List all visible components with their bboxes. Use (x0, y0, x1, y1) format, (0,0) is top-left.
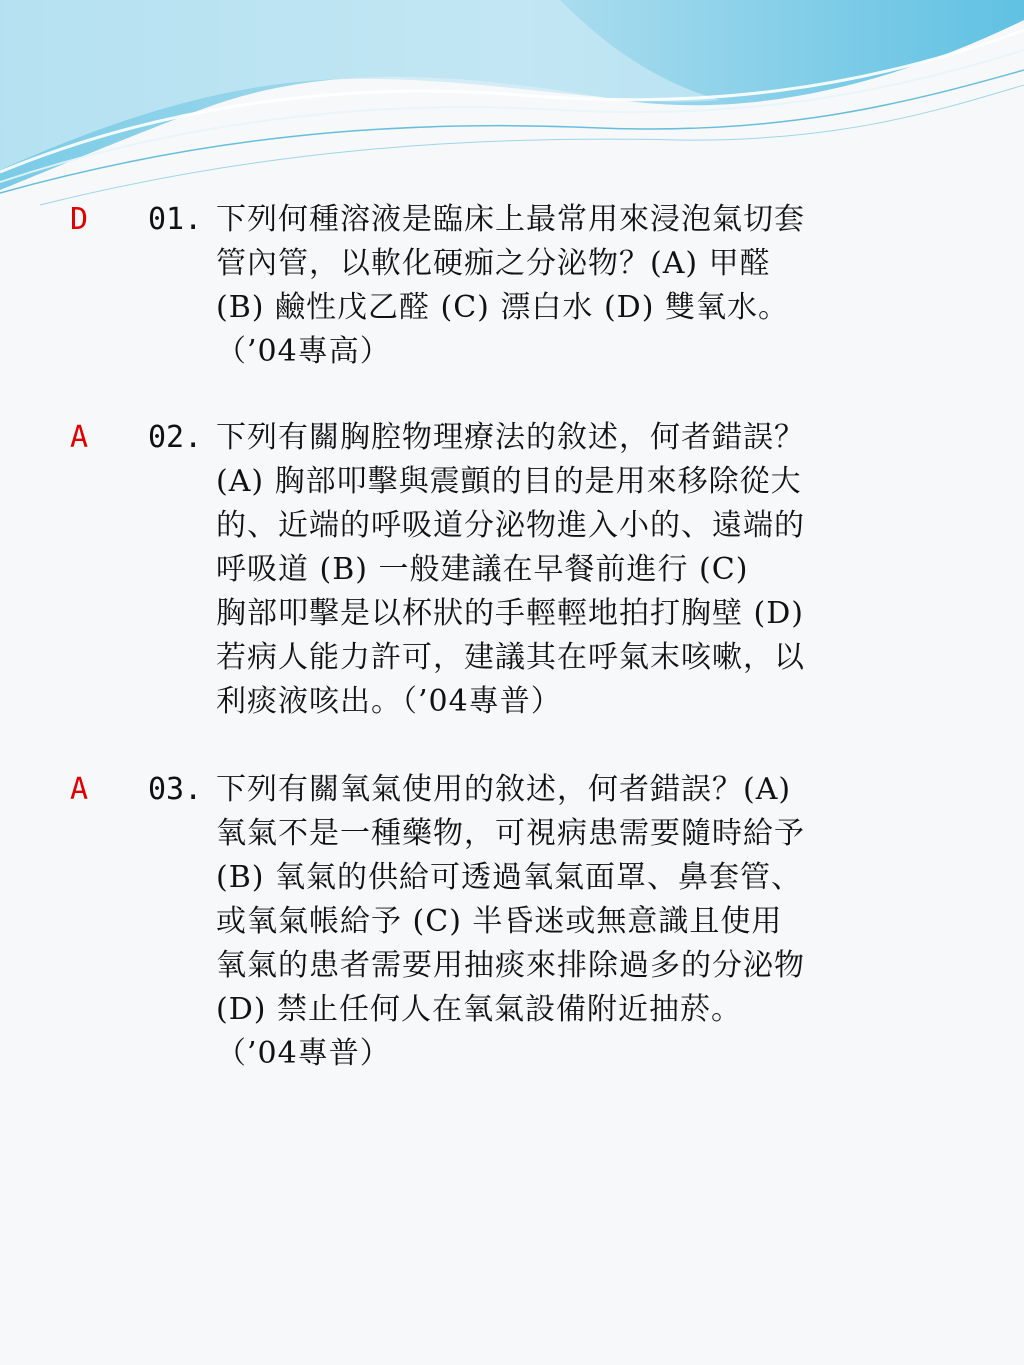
answer-key: D (70, 202, 89, 237)
question-text (216, 416, 986, 724)
question-line: 利痰液咳出。（’04專普） (216, 684, 562, 719)
question-line: 下列有關胸腔物理療法的敘述，何者錯誤？ (216, 420, 805, 455)
question-text (216, 198, 986, 374)
answer-key: A (70, 772, 89, 807)
question-line: 氧氣不是一種藥物，可視病患需要隨時給予 (216, 816, 805, 851)
question-line: 管內管，以軟化硬痂之分泌物？(A) 甲醛 (216, 246, 771, 281)
question-line: 若病人能力許可，建議其在呼氣末咳嗽，以 (216, 640, 805, 675)
question-line: (D) 禁止任何人在氧氣設備附近抽菸。 (216, 992, 742, 1027)
question-line: (A) 胸部叩擊與震顫的目的是用來移除從大 (216, 464, 802, 499)
question-line: （’04專高） (216, 334, 391, 369)
question-line: 氧氣的患者需要用抽痰來排除過多的分泌物 (216, 948, 805, 983)
question-line: (B) 鹼性戊乙醛 (C) 漂白水 (D) 雙氧水。 (216, 290, 789, 325)
question-line: 的、近端的呼吸道分泌物進入小的、遠端的 (216, 508, 805, 543)
answer-key: A (70, 420, 89, 455)
question-line: （’04專普） (216, 1036, 391, 1071)
question-number: 01. (148, 202, 203, 237)
question-line: 呼吸道 (B) 一般建議在早餐前進行 (C) (216, 552, 749, 587)
question-text (216, 768, 986, 1076)
question-line: (B) 氧氣的供給可透過氧氣面罩、鼻套管、 (216, 860, 802, 895)
question-line: 或氧氣帳給予 (C) 半昏迷或無意識且使用 (216, 904, 783, 939)
question-number: 03. (148, 772, 203, 807)
question-line: 下列何種溶液是臨床上最常用來浸泡氣切套 (216, 202, 805, 237)
question-line: 下列有關氧氣使用的敘述，何者錯誤？(A) (216, 772, 792, 807)
question-line: 胸部叩擊是以杯狀的手輕輕地拍打胸壁 (D) (216, 596, 804, 631)
question-number: 02. (148, 420, 203, 455)
